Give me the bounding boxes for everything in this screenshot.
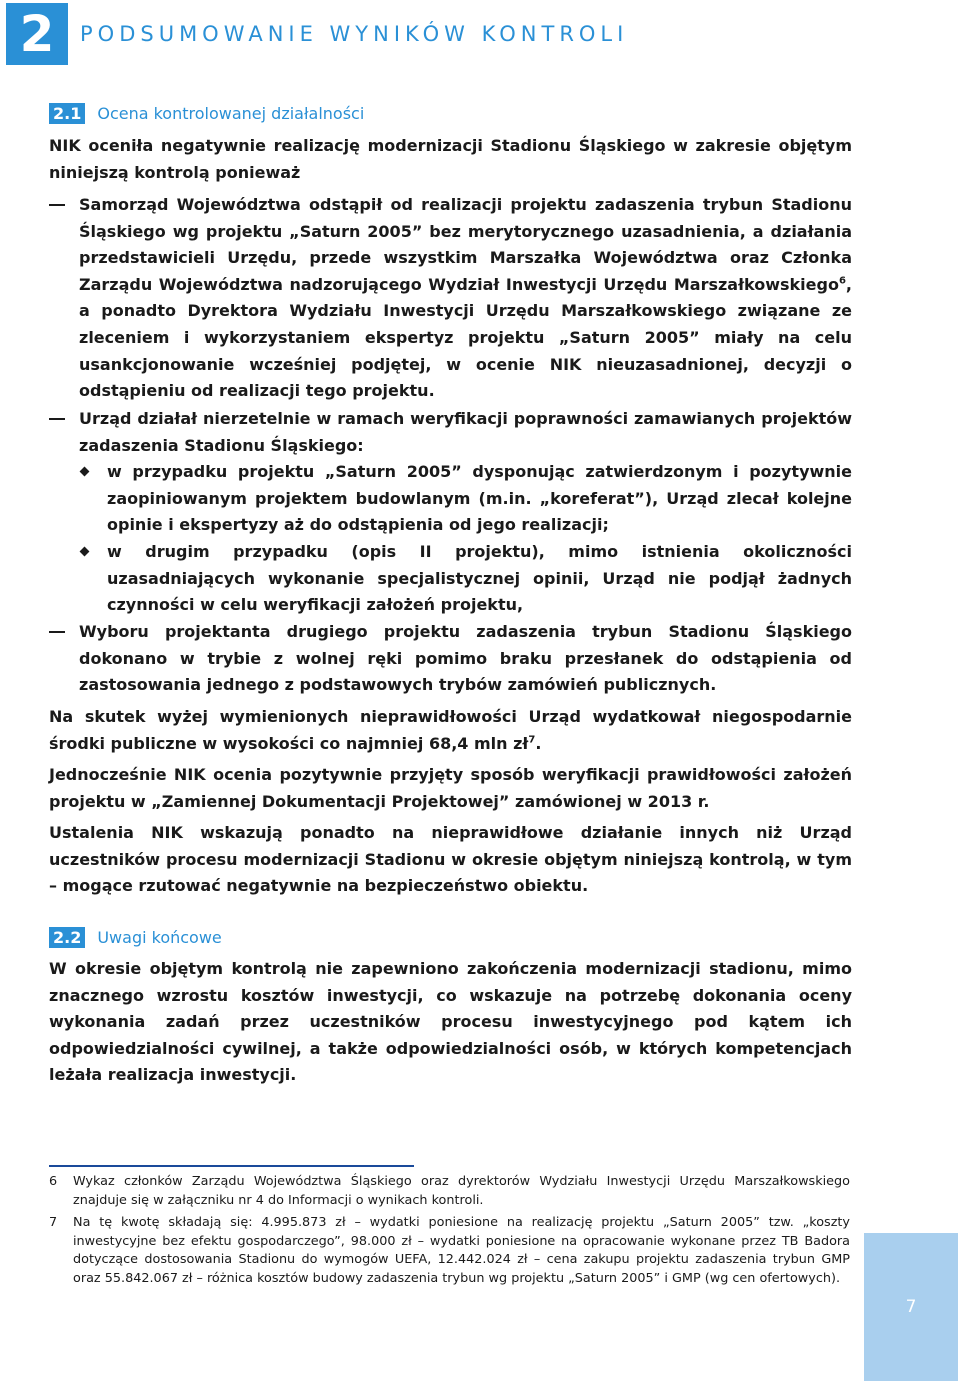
- other-participants-paragraph: Ustalenia NIK wskazują ponadto na nieprawidłowe działanie innych niż Urząd uczestników procesu modernizacji Stadionu w okresie objętym niniejszą kontrolą, w tym – mogące rzutować negatywnie na bezpieczeństwo obiektu.: [49, 823, 852, 896]
- footnote-text: Wykaz członków Zarządu Województwa Śląskiego oraz dyrektorów Wydziału Inwestycji Urzędu Marszałkowskiego znajduje się w załączniku nr 4 do Informacji o wynikach kontroli.: [73, 1174, 850, 1208]
- section-number: 2.2: [49, 927, 85, 948]
- section-heading-2-2: [49, 927, 222, 948]
- positive-paragraph: Jednocześnie NIK ocenia pozytywnie przyjęty sposób weryfikacji prawidłowości założeń projektu w „Zamiennej Dokumentacji Projektowej” zamówionej w 2013 r.: [49, 765, 852, 811]
- chapter-title: PODSUMOWANIE WYNIKÓW KONTROLI: [80, 22, 629, 46]
- dash-marker: [49, 631, 65, 633]
- dash-item-3: [49, 619, 852, 699]
- section-number: 2.1: [49, 103, 85, 124]
- footnote-ref-6[interactable]: 6: [838, 275, 846, 287]
- chapter-number-box: 2: [6, 3, 68, 65]
- bullet-text: w przypadku projektu „Saturn 2005” dysponując zatwierdzonym i pozytywnie zaopiniowanym projektem budowlanym (m.in. „koreferat”), Urząd zlecał kolejne opinie i ekspertyzy aż do odstąpienia od jego realizacji;: [107, 462, 852, 535]
- footnote-text: Na tę kwotę składają się: 4.995.873 zł – wydatki poniesione na realizację projektu „Saturn 2005” tzw. „koszty inwestycyjne bez efektu gospodarczego”, 98.000 zł – wydatki poniesione na opracowanie wykonane przez TB Badora dotyczące dostosowania Stadionu do wymogów UEFA, 12.442.024 zł – cena zakupu projektu zadaszenia trybun GMP oraz 55.842.067 zł – różnica kosztów budowy zadaszenia trybun wg projektu „Saturn 2005” i GMP (wg cen ofertowych).: [73, 1215, 850, 1286]
- dash-item-2: [49, 406, 852, 459]
- footnote-number: 7: [49, 1215, 58, 1230]
- dash-marker: [49, 204, 65, 206]
- dash-item-1: [49, 192, 852, 405]
- bullet-item-2: [79, 539, 852, 619]
- final-remarks-paragraph: W okresie objętym kontrolą nie zapewniono zakończenia modernizacji stadionu, mimo znacznego wzrostu kosztów inwestycji, co wskazuje na potrzebę dokonania oceny wykonania zadań przez uczestników procesu inwestycyjnego pod kątem ich odpowiedzialności cywilnej, a także odpowiedzialności osób, w których kompetencjach leżała realizacja inwestycji.: [49, 959, 852, 1085]
- page-number: 7: [864, 1233, 958, 1381]
- intro-paragraph: NIK oceniła negatywnie realizację modernizacji Stadionu Śląskiego w zakresie objętym niniejszą kontrolą ponieważ: [49, 136, 852, 182]
- dash-item-text: Urząd działał nierzetelnie w ramach weryfikacji poprawności zamawianych projektów zadaszenia Stadionu Śląskiego:: [79, 409, 852, 455]
- bullet-text: w drugim przypadku (opis II projektu), mimo istnienia okoliczności uzasadniających wykonanie specjalistycznej opinii, Urząd nie podjął żadnych czynności w celu weryfikacji założeń projektu,: [107, 542, 852, 615]
- section-title: Ocena kontrolowanej działalności: [97, 104, 365, 123]
- section-title: Uwagi końcowe: [97, 928, 222, 947]
- bullet-item-1: [79, 459, 852, 539]
- footnote-7: [49, 1214, 850, 1288]
- dash-item-text: Samorząd Województwa odstąpił od realizacji projektu zadaszenia trybun Stadionu Śląskiego wg projektu „Saturn 2005” bez merytorycznego uzasadnienia, a działania przedstawicieli Urzędu, przede wszystkim Marszałka Województwa oraz Członka Zarządu Województwa nadzorującego Wydział Inwestycji Urzędu Marszałkowskiego$^6$, a ponadto Dyrektora Wydziału Inwestycji Urzędu Marszałkowskiego związane ze zleceniem i wykorzystaniem ekspertyz projektu „Saturn 2005” miały na celu usankcjonowanie wcześniej podjętej, w ocenie NIK nieuzasadnionej, decyzji o odstąpieniu od realizacji tego projektu.: [79, 195, 852, 401]
- loss-paragraph: Na skutek wyżej wymienionych nieprawidłowości Urząd wydatkował niegospodarnie środki publiczne w wysokości co najmniej 68,4 mln $zł^7$.: [49, 707, 852, 753]
- footnote-6: [49, 1173, 850, 1210]
- footnote-separator: [49, 1165, 414, 1167]
- footnote-number: 6: [49, 1174, 58, 1189]
- diamond-bullet-icon: [80, 467, 90, 477]
- diamond-bullet-icon: [80, 547, 90, 557]
- dash-item-text: Wyboru projektanta drugiego projektu zadaszenia trybun Stadionu Śląskiego dokonano w trybie z wolnej ręki pomimo braku przesłanek do odstąpienia od zastosowania jednego z podstawowych trybów zamówień publicznych.: [79, 622, 852, 695]
- section-heading-2-1: [49, 103, 364, 124]
- footnote-ref-7[interactable]: 7: [528, 734, 536, 746]
- dash-marker: [49, 418, 65, 420]
